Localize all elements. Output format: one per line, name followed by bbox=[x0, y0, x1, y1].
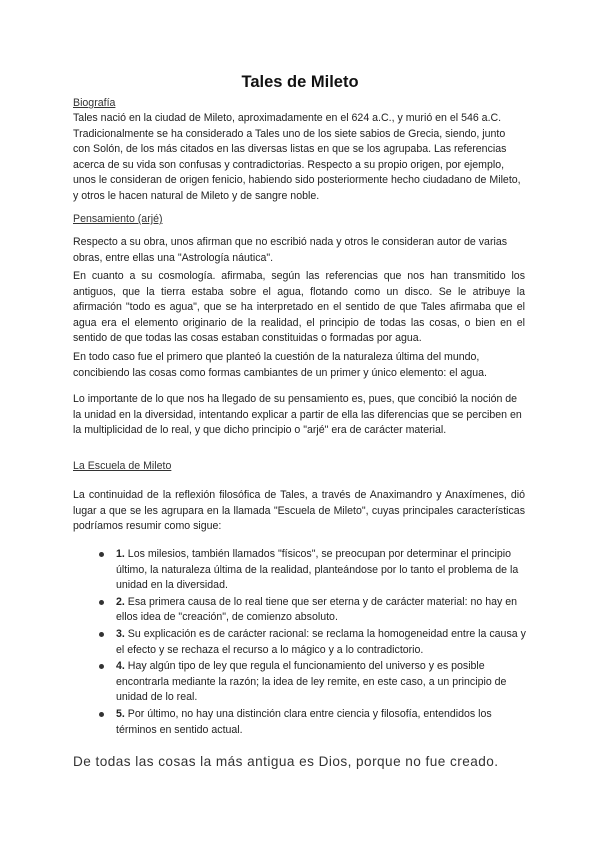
heading-biografia: Biografía bbox=[73, 97, 116, 109]
bullet-icon bbox=[99, 600, 104, 605]
page-title: Tales de Mileto bbox=[241, 73, 359, 91]
list-item-number: 3. bbox=[116, 627, 125, 640]
heading-escuela: La Escuela de Mileto bbox=[73, 460, 172, 472]
heading-pensamiento: Pensamiento (arjé) bbox=[73, 213, 163, 225]
list-item-number: 4. bbox=[116, 660, 125, 673]
bullet-icon bbox=[99, 712, 104, 717]
list-item bbox=[99, 595, 529, 626]
list-item-text: Los milesios, también llamados "físicos", se preocupan por determinar el principio último, la naturaleza última de la realidad, planteándose por lo tanto el problema de la unidad en la diversidad. bbox=[116, 548, 519, 592]
list-item-number: 2. bbox=[116, 595, 125, 608]
list-item-text: Por último, no hay una distinción clara entre ciencia y filosofía, entendidos los términos en sentido actual. bbox=[116, 707, 492, 736]
bullet-icon bbox=[99, 664, 104, 669]
paragraph-pensamiento-2: En cuanto a su cosmología. afirmaba, según las referencias que nos han transmitido los antiguos, que la tierra estaba sobre el agua, flotando como un disco. Se le atribuye la afirmación "todo es agua", que se ha interpretado en el sentido de que Tales afirmaba que el agua era el elemento originario de la realidad, el principio de todas las cosas, o bien en el sentido de que todas las cosas estaban constituidas o formadas por agua. bbox=[73, 270, 525, 345]
bullet-icon bbox=[99, 552, 104, 557]
list-item bbox=[99, 707, 529, 738]
list-item bbox=[99, 659, 529, 706]
list-item-text: Esa primera causa de lo real tiene que ser eterna y de carácter material: no hay en ellos idea de "creación", de comienzo absoluto. bbox=[116, 595, 518, 624]
list-item-number: 5. bbox=[116, 707, 125, 720]
paragraph-escuela-intro: La continuidad de la reflexión filosófica de Tales, a través de Anaximandro y Anaxímenes, dió lugar a que se les agrupara en la llamada "Escuela de Mileto", cuyas principales características podríamos resumir como sigue: bbox=[73, 489, 525, 533]
paragraph-biografia: Tales nació en la ciudad de Mileto, aproximadamente en el 624 a.C., y murió en el 546 a.C. Tradicionalmente se ha considerado a Tales uno de los siete sabios de Grecia, siendo, junto con Solón, de los más citados en las diversas listas en que se los agrupaba. Las referencias acerca de su vida son confusas y contradictorias. Respecto a su propio origen, por ejemplo, unos le consideran de origen fenicio, habiendo sido posteriormente hecho ciudadano de Mileto, y otros le hacen natural de Mileto y de sangre noble. bbox=[73, 112, 521, 202]
bullet-icon bbox=[99, 632, 104, 637]
list-item-text: Hay algún tipo de ley que regula el funcionamiento del universo y es posible encontrarla mediante la razón; la idea de ley remite, en este caso, a un principio de unidad de lo real. bbox=[116, 660, 507, 704]
list-item-text: Su explicación es de carácter racional: se reclama la homogeneidad entre la causa y el efecto y se rechaza el recurso a lo mágico y a lo contradictorio. bbox=[116, 627, 526, 656]
list-item bbox=[99, 627, 529, 658]
closing-quote: De todas las cosas la más antigua es Dios, porque no fue creado. bbox=[73, 754, 499, 769]
paragraph-pensamiento-1: Respecto a su obra, unos afirman que no escribió nada y otros le consideran autor de varias obras, entre ellas una "Astrología náutica". bbox=[73, 236, 508, 264]
paragraph-pensamiento-3: En todo caso fue el primero que planteó la cuestión de la naturaleza última del mundo, concibiendo las cosas como formas cambiantes de un primer y único elemento: el agua. bbox=[73, 351, 487, 379]
list-item bbox=[99, 547, 529, 594]
list-item-number: 1. bbox=[116, 548, 125, 560]
paragraph-pensamiento-4: Lo importante de lo que nos ha llegado de su pensamiento es, pues, que concibió la noción de la unidad en la diversidad, intentando explicar a partir de ella las diferencias que se perciben en la multiplicidad de lo real, y que dicho principio o "arjé" era de carácter material. bbox=[73, 393, 522, 437]
characteristics-list bbox=[99, 547, 529, 739]
